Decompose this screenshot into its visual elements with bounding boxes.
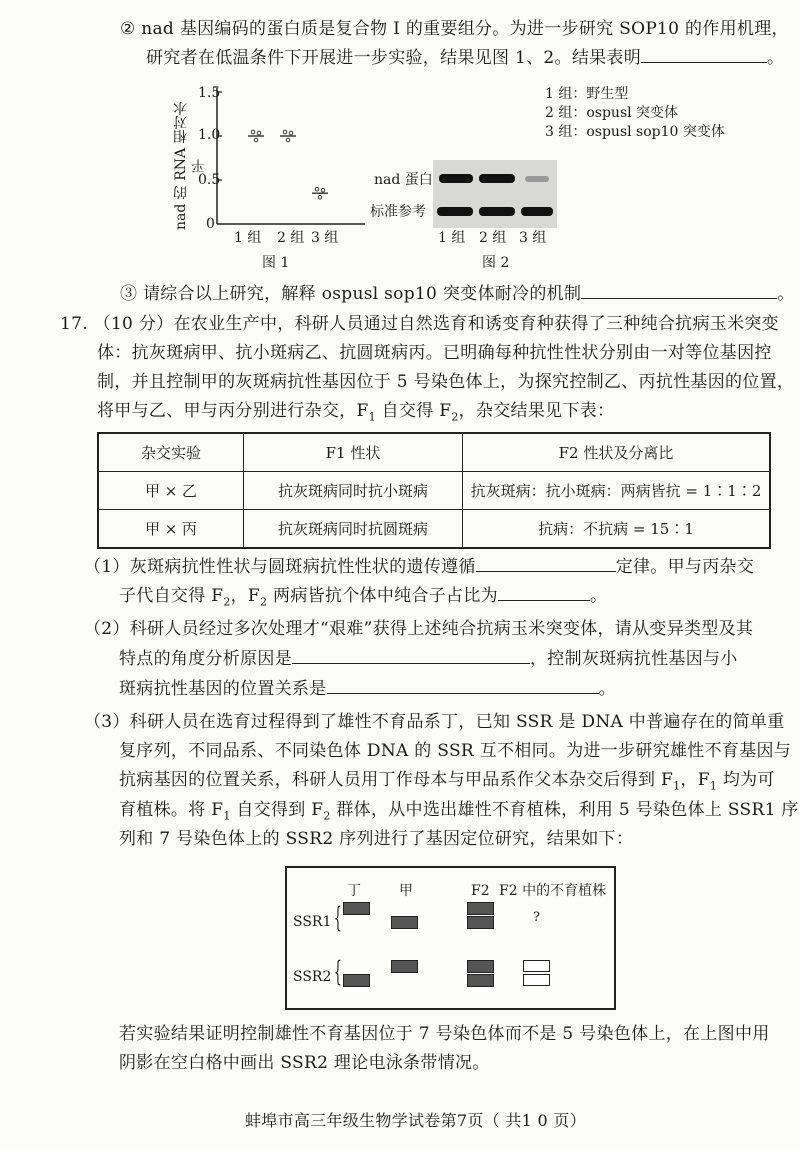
fig2-row-nad: nad 蛋白 [374,172,433,188]
data-point-1 [248,130,264,142]
gel-electrophoresis-diagram [285,866,616,1010]
figure1-xtick-3: 3 组 [311,230,339,246]
figure1-ytick-1.5: 1.5 [198,85,221,101]
subq3-line2: 复序列，不同品系、不同染色体 DNA 的 SSR 互不相同。为进一步研究雄性不育基因与 [119,741,792,761]
gel-row-ssr2: SSR2 [293,969,332,985]
replicate-dot [286,138,290,142]
subq2-line2: 特点的角度分析原因是 ，控制灰斑病抗性基因与小 [119,649,738,669]
q16-part2-line1: ② nad 基因编码的蛋白质是复合物 Ⅰ 的重要组分。为进一步研究 SOP10 的作用机理， [120,19,789,39]
blot-band-nad-1 [439,174,473,183]
data-point-2 [280,130,296,142]
band-ssr2-f2-lower [467,974,494,987]
cross-results-table [97,432,771,549]
fig2-col-2: 2 组 [479,230,507,246]
replicate-dot [315,187,319,191]
table-header: F1 性状 [244,433,463,472]
replicate-dot [318,195,322,199]
conclusion-line1: 若实验结果证明控制雄性不育基因位于 7 号染色体而不是 5 号染色体上，在上图中用 [119,1024,770,1044]
band-ssr1-jia [391,916,418,929]
answer-blank-q16-3[interactable] [581,282,777,299]
replicate-dot [251,130,255,134]
table-cell: 抗灰斑病：抗小斑病：两病皆抗 = 1∶1∶2 [463,472,771,510]
blank-box-ssr2-upper[interactable] [523,960,550,972]
replicate-dot [254,138,258,142]
figure1-ytick-0: 0 [206,216,215,232]
q16-part3-line: ③ 请综合以上研究，解释 ospusl sop10 突变体耐冷的机制 。 [120,284,795,304]
brace-ssr2: { [333,955,342,988]
figure2-caption: 图 2 [482,255,510,271]
answer-blank-2a[interactable] [292,647,530,664]
replicate-dot [321,188,325,192]
conclusion-line2: 阴影在空白格中画出 SSR2 理论电泳条带情况。 [119,1053,490,1073]
band-ssr2-f2-upper [467,960,494,973]
fig2-row-reference: 标准参考 [370,204,426,220]
gel-col-sterile: F2 中的不育植株 [499,883,607,899]
page-footer: 蚌埠市高三年级生物学试卷第7页（ 共1 0 页） [245,1111,586,1130]
gel-unknown-mark: ? [533,910,540,925]
subq2-line3: 斑病抗性基因的位置关系是 。 [119,679,616,699]
table-row [98,472,770,510]
q16-part2-line2: 研究者在低温条件下开展进一步实验，结果见图 1、2。结果表明 。 [146,48,785,68]
gel-col-ding: 丁 [347,883,361,899]
q17-line3: 制，并且控制甲的灰斑病抗性基因位于 5 号染色体上，为探究控制乙、丙抗性基因的位置， [97,372,795,392]
table-cell: 抗病：不抗病 = 15∶1 [463,510,771,549]
subq3-line1: （3）科研人员在选育过程得到了雄性不育品系丁，已知 SSR 是 DNA 中普遍存在的简单重 [84,712,785,732]
blot-band-nad-3 [525,176,549,182]
blot-band-ref-1 [437,207,473,216]
q17-line4: 将甲与乙、甲与丙分别进行杂交，$F_1$ 自交得 $F_2$，杂交结果见下表： [97,401,615,424]
fig2-col-3: 3 组 [519,230,547,246]
q16-part2-line2-text: 研究者在低温条件下开展进一步实验，结果见图 1、2。结果表明 [146,48,642,68]
blot-band-ref-3 [521,207,553,216]
q17-line1: 17. （10 分）在农业生产中，科研人员通过自然选育和诱变育种获得了三种纯合抗病玉米突变 [60,314,779,334]
table-row [98,510,770,549]
western-blot-image [433,160,557,228]
table-header: F2 性状及分离比 [463,433,771,472]
blot-band-nad-2 [479,174,515,183]
band-ssr2-jia [391,960,418,973]
figure1-ylabel: nad 的 RNA 相对水平 [173,101,207,231]
blot-band-ref-2 [479,207,515,216]
fig2-col-1: 1 组 [438,230,466,246]
subq3-line3: 抗病基因的位置关系，科研人员用丁作母本与甲品系作父本杂交后得到 $F_1$，$F_1$ 均为可 [119,770,775,793]
figure1-ytick-0.5: 0.5 [198,172,221,188]
band-ssr2-ding [343,974,370,987]
data-point-3 [312,187,328,199]
table-header-row [98,433,770,472]
gel-row-ssr1: SSR1 [293,914,332,930]
replicate-dot [257,131,261,135]
subq1-line1: （1）灰斑病抗性性状与圆斑病抗性性状的遗传遵循 定律。甲与丙杂交 [84,557,755,577]
fig2-legend-1: 1 组：野生型 [545,86,629,102]
subq1-line2: 子代自交得 $F_2$，$F_2$ 两病皆抗个体中纯合子占比为 。 [119,586,608,609]
gel-col-jia: 甲 [399,883,413,899]
answer-blank-q16-2[interactable] [641,46,767,63]
blank-box-ssr2-lower[interactable] [523,974,550,986]
brace-ssr1: { [333,901,342,934]
band-ssr1-ding [343,902,370,915]
table-header: 杂交实验 [98,433,244,472]
subq2-line1: （2）科研人员经过多次处理才“艰难”获得上述纯合抗病玉米突变体，请从变异类型及其 [84,619,754,639]
subq3-line5: 列和 7 号染色体上的 SSR2 序列进行了基因定位研究，结果如下： [119,829,634,849]
figure1-xtick-1: 1 组 [234,230,262,246]
figure1-caption: 图 1 [262,255,290,271]
replicate-dot [289,131,293,135]
answer-blank-2b[interactable] [327,677,599,694]
replicate-dot [283,130,287,134]
table-cell: 甲 × 乙 [98,472,244,510]
gel-col-f2: F2 [471,883,490,899]
fig2-legend-2: 2 组：ospusl 突变体 [545,105,679,121]
band-ssr1-f2-upper [467,902,494,915]
figure1-ytick-1.0: 1.0 [198,127,221,143]
answer-blank-1b[interactable] [498,584,590,601]
figure1-xtick-2: 2 组 [277,230,305,246]
answer-blank-1a[interactable] [476,555,616,572]
fig2-legend-3: 3 组：ospusl sop10 突变体 [545,124,725,140]
band-ssr1-f2-lower [467,916,494,929]
table-cell: 抗灰斑病同时抗圆斑病 [244,510,463,549]
table-cell: 甲 × 丙 [98,510,244,549]
table-cell: 抗灰斑病同时抗小斑病 [244,472,463,510]
q17-line2: 体：抗灰斑病甲、抗小斑病乙、抗圆斑病丙。已明确每种抗性性状分别由一对等位基因控 [97,343,772,363]
subq3-line4: 育植株。将 $F_1$ 自交得到 $F_2$ 群体，从中选出雄性不育植株，利用 5 号染色体上 SSR1 序 [119,800,799,823]
